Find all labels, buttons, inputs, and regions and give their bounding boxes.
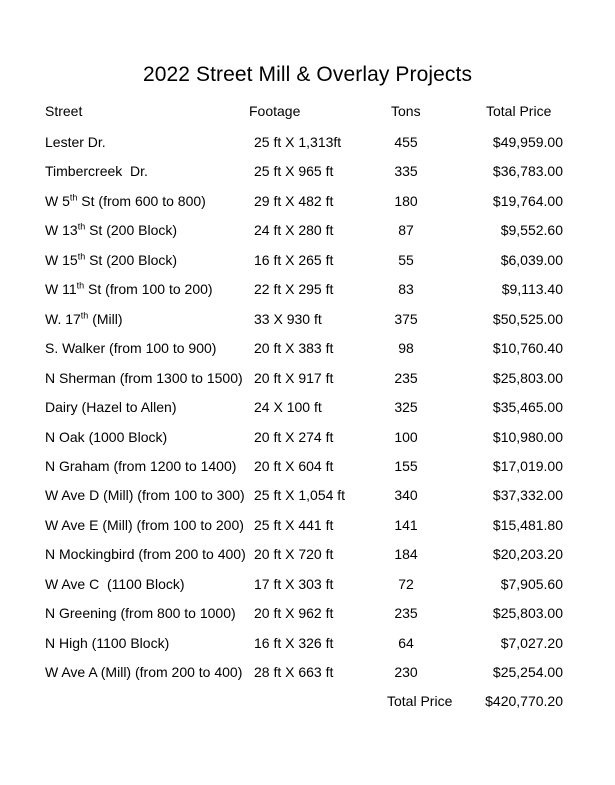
street-cell-prefix: W 13 bbox=[45, 222, 78, 238]
table-row bbox=[0, 634, 615, 652]
footage-cell: 17 ft X 303 ft bbox=[254, 576, 334, 592]
table-row bbox=[0, 516, 615, 534]
street-cell-ordinal-suffix: th bbox=[80, 310, 89, 321]
total-price-cell: $6,039.00 bbox=[500, 252, 563, 268]
tons-cell: 83 bbox=[398, 281, 414, 297]
total-price-cell: $25,803.00 bbox=[492, 370, 563, 386]
street-cell-prefix: W 5 bbox=[45, 193, 70, 209]
tons-cell: 64 bbox=[398, 635, 414, 651]
total-price-value: $420,770.20 bbox=[485, 693, 563, 709]
total-price-cell: $36,783.00 bbox=[492, 163, 563, 179]
total-price-cell: $10,760.40 bbox=[492, 340, 563, 356]
street-cell-prefix: W 15 bbox=[45, 252, 78, 268]
footage-cell: 24 ft X 280 ft bbox=[254, 222, 334, 238]
total-price-cell: $17,019.00 bbox=[492, 458, 563, 474]
column-header-total-price: Total Price bbox=[486, 103, 552, 119]
total-price-cell: $50,525.00 bbox=[492, 311, 563, 327]
total-price-cell: $20,203.20 bbox=[492, 546, 563, 562]
total-price-cell: $37,332.00 bbox=[492, 487, 563, 503]
table-row bbox=[0, 221, 615, 239]
total-price-cell: $9,552.60 bbox=[500, 222, 563, 238]
tons-cell: 235 bbox=[394, 370, 418, 386]
table-row bbox=[0, 428, 615, 446]
footage-cell: 16 ft X 326 ft bbox=[254, 635, 334, 651]
tons-cell: 325 bbox=[394, 399, 418, 415]
table-row bbox=[0, 133, 615, 151]
total-price-cell: $25,254.00 bbox=[492, 664, 563, 680]
street-cell: N Mockingbird (from 200 to 400) bbox=[45, 546, 246, 562]
footage-cell: 20 ft X 274 ft bbox=[254, 429, 334, 445]
street-cell-rest: St (200 Block) bbox=[85, 222, 178, 238]
tons-cell: 141 bbox=[394, 517, 418, 533]
street-cell-rest: St (from 100 to 200) bbox=[84, 281, 213, 297]
tons-cell: 55 bbox=[398, 252, 414, 268]
street-cell-rest: St (200 Block) bbox=[85, 252, 178, 268]
total-price-cell: $10,980.00 bbox=[492, 429, 563, 445]
table-row bbox=[0, 663, 615, 681]
tons-cell: 235 bbox=[394, 605, 418, 621]
table-row bbox=[0, 575, 615, 593]
footage-cell: 20 ft X 720 ft bbox=[254, 546, 334, 562]
street-cell-ordinal-suffix: th bbox=[69, 192, 78, 203]
street-cell bbox=[45, 221, 177, 239]
footage-cell: 24 X 100 ft bbox=[254, 399, 322, 415]
street-cell-prefix: W 11 bbox=[45, 281, 77, 297]
total-price-cell: $19,764.00 bbox=[492, 193, 563, 209]
total-price-cell: $49,959.00 bbox=[492, 134, 563, 150]
table-row bbox=[0, 369, 615, 387]
footage-cell: 28 ft X 663 ft bbox=[254, 664, 334, 680]
tons-cell: 100 bbox=[394, 429, 418, 445]
street-cell bbox=[45, 251, 177, 269]
table-row bbox=[0, 280, 615, 298]
footage-cell: 25 ft X 1,054 ft bbox=[254, 487, 346, 503]
total-price-cell: $35,465.00 bbox=[492, 399, 563, 415]
street-cell: W Ave C (1100 Block) bbox=[45, 576, 185, 592]
street-cell bbox=[45, 280, 213, 298]
street-cell: N Sherman (from 1300 to 1500) bbox=[45, 370, 243, 386]
street-cell: Dairy (Hazel to Allen) bbox=[45, 399, 177, 415]
tons-cell: 230 bbox=[394, 664, 418, 680]
street-cell-ordinal-suffix: th bbox=[76, 280, 85, 291]
street-cell-ordinal-suffix: th bbox=[77, 251, 86, 262]
street-cell: N Greening (from 800 to 1000) bbox=[45, 605, 236, 621]
table-row bbox=[0, 310, 615, 328]
street-cell: Timbercreek Dr. bbox=[45, 163, 148, 179]
street-cell: N Graham (from 1200 to 1400) bbox=[45, 458, 237, 474]
table-row bbox=[0, 398, 615, 416]
table-row bbox=[0, 339, 615, 357]
total-price-label: Total Price bbox=[387, 693, 453, 709]
tons-cell: 184 bbox=[394, 546, 418, 562]
street-cell bbox=[45, 310, 123, 328]
tons-cell: 455 bbox=[394, 134, 418, 150]
footage-cell: 20 ft X 962 ft bbox=[254, 605, 334, 621]
column-header-street: Street bbox=[45, 103, 83, 119]
table-row bbox=[0, 457, 615, 475]
street-cell-prefix: W. 17 bbox=[45, 311, 81, 327]
tons-cell: 375 bbox=[394, 311, 418, 327]
table-row bbox=[0, 486, 615, 504]
footage-cell: 25 ft X 441 ft bbox=[254, 517, 334, 533]
street-cell-rest: (Mill) bbox=[88, 311, 123, 327]
total-price-cell: $7,027.20 bbox=[500, 635, 563, 651]
footage-cell: 22 ft X 295 ft bbox=[254, 281, 334, 297]
table-row bbox=[0, 192, 615, 210]
table-row bbox=[0, 251, 615, 269]
tons-cell: 180 bbox=[394, 193, 418, 209]
total-price-cell: $15,481.80 bbox=[492, 517, 563, 533]
footage-cell: 29 ft X 482 ft bbox=[254, 193, 334, 209]
column-header-tons: Tons bbox=[391, 103, 421, 119]
street-cell-rest: St (from 600 to 800) bbox=[77, 193, 206, 209]
table-row bbox=[0, 604, 615, 622]
street-cell: N High (1100 Block) bbox=[45, 635, 170, 651]
tons-cell: 155 bbox=[394, 458, 418, 474]
footage-cell: 20 ft X 917 ft bbox=[254, 370, 334, 386]
footage-cell: 25 ft X 965 ft bbox=[254, 163, 334, 179]
tons-cell: 335 bbox=[394, 163, 418, 179]
street-cell: N Oak (1000 Block) bbox=[45, 429, 168, 445]
table-row bbox=[0, 162, 615, 180]
tons-cell: 87 bbox=[398, 222, 414, 238]
street-cell: S. Walker (from 100 to 900) bbox=[45, 340, 217, 356]
total-price-cell: $9,113.40 bbox=[501, 281, 563, 297]
street-cell: W Ave E (Mill) (from 100 to 200) bbox=[45, 517, 244, 533]
page-title: 2022 Street Mill & Overlay Projects bbox=[142, 63, 473, 86]
tons-cell: 340 bbox=[394, 487, 418, 503]
total-price-cell: $25,803.00 bbox=[492, 605, 563, 621]
street-cell: W Ave D (Mill) (from 100 to 300) bbox=[45, 487, 245, 503]
footage-cell: 20 ft X 383 ft bbox=[254, 340, 334, 356]
tons-cell: 98 bbox=[398, 340, 414, 356]
total-price-cell: $7,905.60 bbox=[500, 576, 563, 592]
street-cell: W Ave A (Mill) (from 200 to 400) bbox=[45, 664, 243, 680]
column-header-footage: Footage bbox=[249, 103, 301, 119]
footage-cell: 16 ft X 265 ft bbox=[254, 252, 334, 268]
street-cell bbox=[45, 192, 206, 210]
footage-cell: 25 ft X 1,313ft bbox=[254, 134, 342, 150]
table-row bbox=[0, 545, 615, 563]
tons-cell: 72 bbox=[398, 576, 414, 592]
street-cell: Lester Dr. bbox=[45, 134, 106, 150]
street-cell-ordinal-suffix: th bbox=[77, 221, 86, 232]
footage-cell: 33 X 930 ft bbox=[254, 311, 322, 327]
footage-cell: 20 ft X 604 ft bbox=[254, 458, 334, 474]
